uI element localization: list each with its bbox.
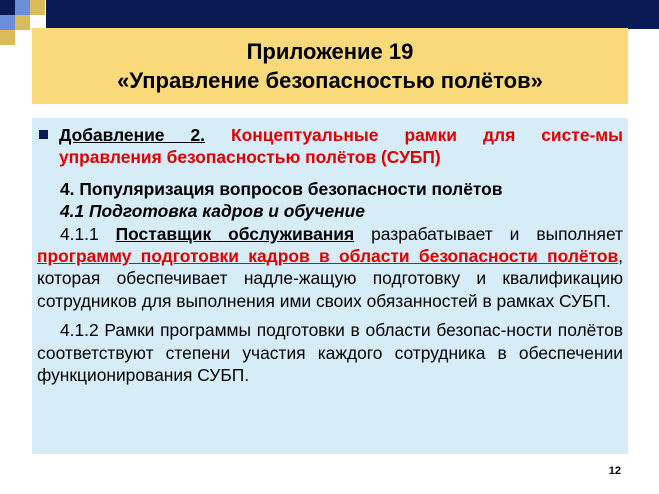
deco-square xyxy=(0,0,15,15)
title-line-2: «Управление безопасностью полётов» xyxy=(117,68,543,93)
paragraph-4-1-1 xyxy=(37,223,623,313)
page-number: 12 xyxy=(608,465,621,477)
deco-square xyxy=(0,30,15,45)
subsection-heading: 4.1 Подготовка кадров и обучение xyxy=(60,201,365,222)
p1-end: , которая обеспечивает надле-жащую подготовку и квалификацию сотрудников для выполнения ими своих обязанностей в рамках СУБП. xyxy=(37,246,623,311)
section-heading: 4. Популяризация вопросов безопасности полётов xyxy=(60,178,503,199)
slide-title xyxy=(32,28,628,104)
deco-top-bar xyxy=(46,0,659,29)
content-panel xyxy=(32,118,628,454)
square-bullet-icon xyxy=(39,130,48,139)
deco-square xyxy=(30,0,45,15)
addendum-label: Добавление 2. xyxy=(59,125,205,145)
title-line-1: Приложение 19 xyxy=(246,39,414,64)
p1-number: 4.1.1 xyxy=(60,223,116,244)
addendum-title: Концептуальные рамки для систе-мы управления безопасностью полётов (СУБП) xyxy=(59,125,623,168)
deco-square xyxy=(15,15,30,30)
training-program-term: программу подготовки кадров в области безопасности полётов xyxy=(37,246,619,267)
deco-square xyxy=(0,15,15,30)
paragraph-4-1-2: 4.1.2 Рамки программы подготовки в области безопас-ности полётов соответствуют степени участия каждого сотрудника в обеспечении функционирования СУБП. xyxy=(37,320,623,386)
service-provider-term: Поставщик обслуживания xyxy=(115,223,355,244)
deco-square xyxy=(15,0,30,15)
p1-middle: разрабатывает и выполняет xyxy=(354,223,624,244)
addendum-paragraph xyxy=(37,124,623,169)
